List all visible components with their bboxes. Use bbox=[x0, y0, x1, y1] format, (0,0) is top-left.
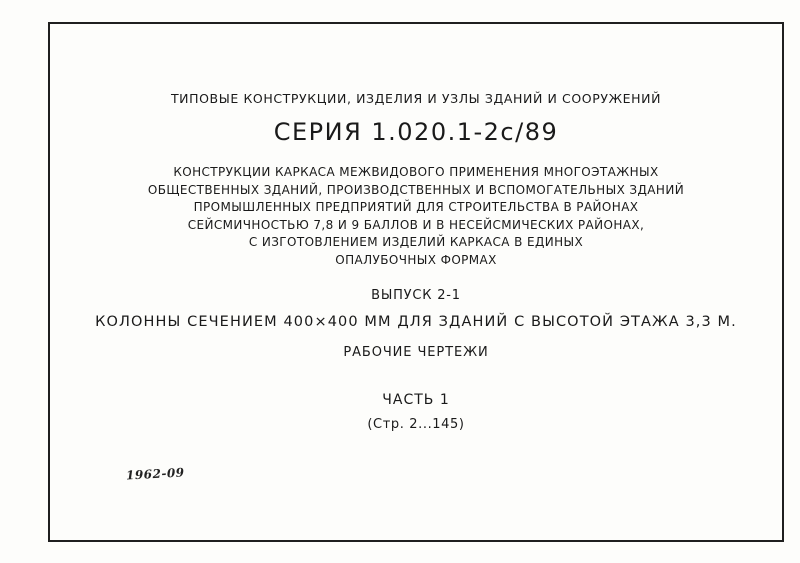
part-number: ЧАСТЬ 1 bbox=[382, 392, 450, 408]
document-header: ТИПОВЫЕ КОНСТРУКЦИИ, ИЗДЕЛИЯ И УЗЛЫ ЗДАНИЙ И СООРУЖЕНИЙ bbox=[170, 91, 662, 106]
series-title: СЕРИЯ 1.020.1-2с/89 bbox=[273, 118, 559, 146]
issue-number: ВЫПУСК 2-1 bbox=[371, 288, 461, 303]
working-drawings-label: РАБОЧИЕ ЧЕРТЕЖИ bbox=[343, 345, 489, 360]
description-line: ПРОМЫШЛЕННЫХ ПРЕДПРИЯТИЙ ДЛЯ СТРОИТЕЛЬСТВА В РАЙОНАХ bbox=[193, 200, 639, 214]
description-line: ОБЩЕСТВЕННЫХ ЗДАНИЙ, ПРОИЗВОДСТВЕННЫХ И ВСПОМОГАТЕЛЬНЫХ ЗДАНИЙ bbox=[147, 182, 685, 197]
page-range: (Стр. 2...145) bbox=[367, 417, 465, 432]
description-line: СЕЙСМИЧНОСТЬЮ 7,8 И 9 БАЛЛОВ И В НЕСЕЙСМИЧЕСКИХ РАЙОНАХ, bbox=[187, 217, 645, 232]
description-line: ОПАЛУБОЧНЫХ ФОРМАХ bbox=[335, 252, 497, 267]
handwritten-stamp: 1962-09 bbox=[125, 465, 185, 483]
issue-title: КОЛОННЫ СЕЧЕНИЕМ 400×400 ММ ДЛЯ ЗДАНИЙ С ВЫСОТОЙ ЭТАЖА 3,3 М. bbox=[95, 314, 737, 330]
description-line: С ИЗГОТОВЛЕНИЕМ ИЗДЕЛИЙ КАРКАСА В ЕДИНЫХ bbox=[248, 235, 584, 249]
description-block bbox=[48, 164, 784, 269]
description-line: КОНСТРУКЦИИ КАРКАСА МЕЖВИДОВОГО ПРИМЕНЕНИЯ МНОГОЭТАЖНЫХ bbox=[173, 165, 659, 179]
